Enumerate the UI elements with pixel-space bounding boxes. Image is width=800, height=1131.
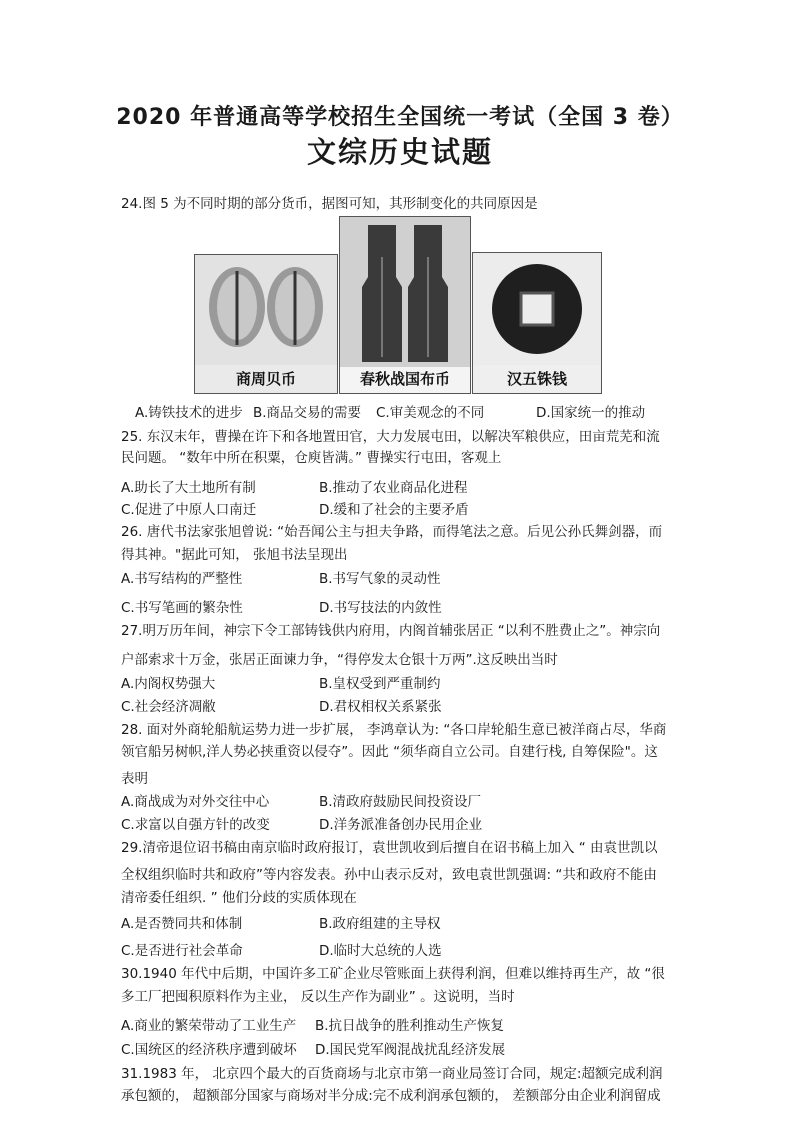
q26-stem-line-1: 26. 唐代书法家张旭曾说: “始吾闻公主与担夫争路，而得笔法之意。后见公孙氏舞剑器，而: [121, 524, 663, 540]
q25-stem-line-2: 民问题。 “数年中所在积粟，仓庾皆满。” 曹操实行屯田，客观上: [121, 450, 502, 466]
q27-option-b[interactable]: B.皇权受到严重制约: [319, 676, 441, 692]
q30-option-b[interactable]: B.抗日战争的胜利推动生产恢复: [315, 1018, 505, 1034]
q27-option-a[interactable]: A.内阁权势强大: [121, 676, 216, 692]
figure-caption-wuzhu: 汉五铢钱: [506, 370, 567, 388]
exam-title: 2020 年普通高等学校招生全国统一考试（全国 3 卷）: [116, 105, 684, 130]
q24-option-a[interactable]: A.铸铁技术的进步: [135, 405, 243, 421]
q29-stem-line-1: 29.清帝退位诏书稿由南京临时政府报订，袁世凯收到后擅自在诏书稿上加入 “ 由袁世凯以: [121, 840, 658, 856]
q24-option-b[interactable]: B.商品交易的需要: [253, 405, 362, 421]
q29-option-c[interactable]: C.是否进行社会革命: [121, 943, 243, 959]
q26-option-d[interactable]: D.书写技法的内敛性: [319, 600, 442, 616]
q29-stem-line-3: 清帝委任组织. ” 他们分歧的实质体现在: [121, 890, 357, 906]
shell-coin-image: [194, 254, 338, 394]
q24-option-c[interactable]: C.审美观念的不同: [376, 405, 485, 421]
exam-subtitle: 文综历史试题: [306, 135, 493, 169]
q26-stem-line-2: 得其神。"据此可知， 张旭书法呈现出: [121, 547, 348, 563]
q30-option-c[interactable]: C.国统区的经济秩序遭到破坏: [121, 1042, 297, 1058]
q27-option-d[interactable]: D.君权相权关系紧张: [319, 699, 442, 715]
q31-stem-line-2: 承包额的， 超额部分国家与商场对半分成:完不成利润承包额的， 差额部分由企业利润留成: [121, 1088, 661, 1104]
q29-stem-line-2: 全权组织临时共和政府”等内容发表。孙中山表示反对，致电袁世凯强调: “共和政府不能由: [121, 867, 657, 883]
q25-stem-line-1: 25. 东汉末年，曹操在许下和各地置田官，大力发展屯田，以解决军粮供应，田亩荒芜和流: [121, 429, 660, 445]
q27-stem-line-1: 27.明万历年间，神宗下令工部铸钱供内府用，内阁首辅张居正 “以利不胜费止之”。神宗向: [121, 623, 661, 639]
q26-option-b[interactable]: B.书写气象的灵动性: [319, 571, 441, 587]
q25-option-d[interactable]: D.缓和了社会的主要矛盾: [319, 502, 469, 518]
q25-option-a[interactable]: A.助长了大土地所有制: [121, 480, 256, 496]
q26-option-a[interactable]: A.书写结构的严整性: [121, 571, 243, 587]
q28-option-d[interactable]: D.洋务派准备创办民用企业: [319, 817, 483, 833]
q28-option-b[interactable]: B.清政府鼓励民间投资设厂: [319, 794, 482, 810]
q26-option-c[interactable]: C.书写笔画的繁杂性: [121, 600, 243, 616]
q30-option-d[interactable]: D.国民党军阀混战扰乱经济发展: [315, 1042, 506, 1058]
q28-stem-line-1: 28. 面对外商轮船航运势力进一步扩展， 李鸿章认为: “各口岸轮船生意已被洋商占尽，华商: [121, 722, 667, 738]
q28-option-c[interactable]: C.求富以自强方针的改变: [121, 817, 270, 833]
wuzhu-coin-image: [472, 252, 602, 394]
q24-option-d[interactable]: D.国家统一的推动: [536, 405, 646, 421]
q25-option-b[interactable]: B.推动了农业商品化进程: [319, 480, 468, 496]
q30-stem-line-2: 多工厂把囤积原料作为主业， 反以生产作为副业” 。这说明，当时: [121, 989, 515, 1005]
q29-option-d[interactable]: D.临时大总统的人选: [319, 943, 442, 959]
q30-option-a[interactable]: A.商业的繁荣带动了工业生产: [121, 1018, 297, 1034]
q30-stem-line-1: 30.1940 年代中后期，中国许多工矿企业尽管账面上获得利润，但难以维持再生产，故 “很: [121, 966, 665, 982]
q24-stem: 24.图 5 为不同时期的部分货币，据图可知，其形制变化的共同原因是: [121, 196, 538, 212]
q27-option-c[interactable]: C.社会经济凋敝: [121, 699, 216, 715]
q31-stem-line-1: 31.1983 年， 北京四个最大的百货商场与北京市第一商业局签订合同，规定:超额完成利润: [121, 1066, 663, 1082]
figure-caption-spade: 春秋战国布币: [359, 370, 450, 388]
q28-option-a[interactable]: A.商战成为对外交往中心: [121, 794, 270, 810]
q27-stem-line-2: 户部索求十万金，张居正面谏力争，“得停发太仓银十万两”.这反映出当时: [121, 652, 558, 668]
q29-option-b[interactable]: B.政府组建的主导权: [319, 916, 441, 932]
q28-stem-line-3: 表明: [121, 771, 148, 787]
figure-caption-shell: 商周贝币: [235, 370, 296, 388]
q25-option-c[interactable]: C.促进了中原人口南迁: [121, 502, 257, 518]
q28-stem-line-2: 领官船另树帜,洋人势必挟重资以侵夺”。因此 “须华商自立公司。自建行栈, 自筹保险"。这: [121, 744, 658, 760]
spade-coin-image: [339, 216, 471, 394]
q29-option-a[interactable]: A.是否赞同共和体制: [121, 916, 243, 932]
